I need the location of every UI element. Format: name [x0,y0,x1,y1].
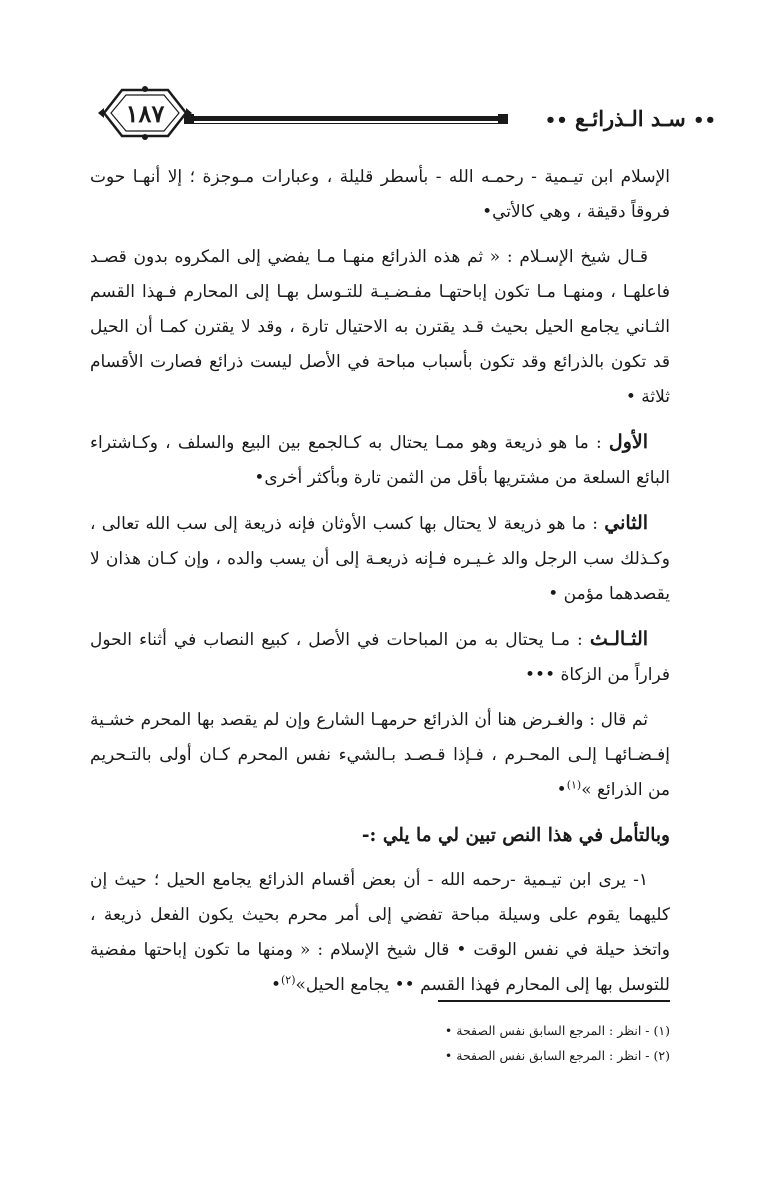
paragraph-quote: قـال شيخ الإسـلام : « ثم هذه الذرائع منهـا مـا يفضي إلى المكروه بدون قصـد فاعلهـا ، ومنهـا مـا تكون إباحتهـا مفـضـيـة للتـوسل بهـا إلى المحارم فـهذا القسم الثـاني يجامع الحيل بحيث قـد يقترن به الاحتيال تارة ، وقد لا يقترن كمـا أن الحيل قد تكون بالذرائع وقد تكون بأسباب مباحة في الأصل ليست ذرائع فصارت الأقسام ثلاثة • [90,247,670,407]
first-label: الأول [608,431,648,453]
running-header [96,84,716,148]
first-text: : ما هو ذريعة وهو ممـا يحتال به كـالجمع بين البيع والسلف ، وكـاشتراء البائع السلعة من مشتريها بأقل من الثمن تارة وبأكثر أخرى• [90,433,670,488]
main-text [90,160,670,1003]
third-label: الثـالـث [589,628,649,650]
paragraph-point-one [90,863,670,1003]
header-rule-thin [188,123,504,124]
footnote-ref[interactable]: (٢) [281,973,296,987]
footnote-item: (١) - انظر : المرجع السابق نفس الصفحة • [444,1023,670,1038]
end-dot: • [556,780,567,800]
header-rule-thick [188,116,504,121]
end-dot: • [270,975,281,995]
footnote-ref[interactable]: (١) [566,778,582,792]
running-header-title [545,106,716,131]
paragraph-first-type [90,425,670,496]
conclusion-text: ثم قال : والغـرض هنا أن الذرائع حرمهـا الشارع وإن لم يقصد بها المحرم خشـية إفـضـائهـا إلـى المحـرم ، فـإذا قـصـد بـالشيء نفس المحرم كـان أولى بالتـحريم من الذرائع » [90,710,670,800]
section-heading: وبالتأمل في هذا النص تبين لي ما يلي :- [361,825,670,846]
header-dots: •• [692,110,716,131]
point-one-text: ١- يرى ابن تيـمية -رحمه الله - أن بعض أقسام الذرائع يجامع الحيل ؛ حيث إن كليهما يقوم على وسيلة مباحة تفضي إلى أمر محرم بحيث يكون الفعل ذريعة ، واتخذ حيلة في نفس الوقت • قال شيخ الإسلام : « ومنها ما تكون إباحتها مفضية للتوسل بها إلى المحارم فهذا القسم •• يجامع الحيل» [90,870,670,995]
footnote-separator [438,1000,670,1002]
chapter-title: سـد الـذرائـع [575,106,686,131]
header-dots: •• [544,110,568,131]
paragraph-second-type [90,506,670,612]
paragraph-conclusion [90,703,670,808]
page-number: ١٨٧ [125,99,165,128]
second-label: الثاني [604,512,649,534]
header-rule [188,116,504,124]
header-rule-cap [498,114,508,124]
footnotes [110,1018,670,1068]
third-text: : مـا يحتال به من المباحات في الأصل ، كبيع النصاب في أثناء الحول فراراً من الزكاة ••• [90,630,670,685]
second-text: : ما هو ذريعة لا يحتال بها كسب الأوثان فإنه ذريعة إلى سب الله تعالى ، وكـذلك سب الرجل والد غـيـره فـإنه ذريعـة إلى أن يسب والده ، وإن كـان هذان لا يقصدهما مؤمن • [90,514,670,604]
footnote-item: (٢) - انظر : المرجع السابق نفس الصفحة • [444,1048,670,1063]
paragraph-third-type [90,622,670,693]
paragraph: الإسلام ابن تيـمية - رحمـه الله - بأسطر قليلة ، وعبارات مـوجزة ؛ إلا أنهـا حوت فروقاً دقيقة ، وهي كالأتي• [90,167,670,222]
